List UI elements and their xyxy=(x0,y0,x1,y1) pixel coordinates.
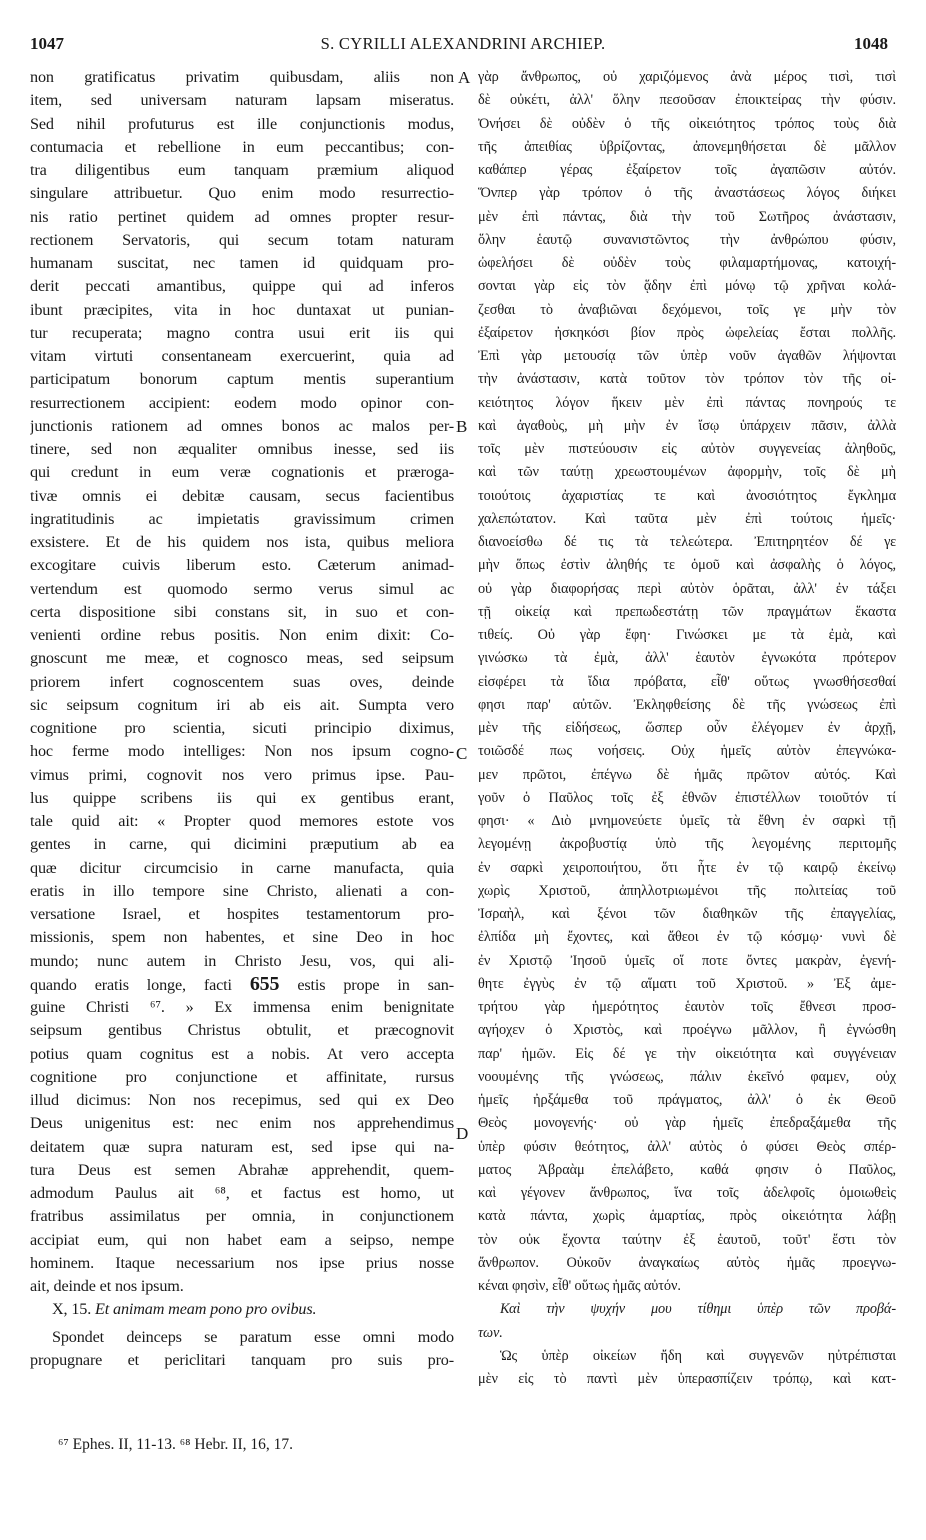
greek-line: καὶ ἀγαθοὺς, μὴ μὴν ἐν ἴσῳ ὑπάρχειν πᾶσιν, ἀλλὰ xyxy=(478,417,896,434)
greek-line: τῇ οἰκείᾳ καὶ πρεπωδεστάτῃ τῶν πραγμάτων ἕκαστα xyxy=(478,603,896,620)
greek-line: γὰρ ἄνθρωπος, οὐ χαριζόμενος ἀνὰ μέρος τισὶ, τισὶ xyxy=(478,69,896,85)
latin-line: ingratitudinis ac impietatis gravissimum crimen xyxy=(30,509,454,528)
greek-line: διανοείσθω δέ τις τὰ τελεώτερα. Ἐπιτηρητέον δέ γε xyxy=(478,534,896,550)
greek-line: Ἐπὶ γὰρ μετουσίᾳ τῶν ὑπὲρ νοῦν ἀγαθῶν λήψονται xyxy=(478,348,896,364)
greek-line: ματος Ἀβραὰμ ἐπελάβετο, καθά φησιν ὁ Παῦλος, xyxy=(478,1161,896,1178)
page-number-left: 1047 xyxy=(30,34,64,53)
greek-line: ἐξαίρετον ἠσκηκόσι βίον πρὸς ὠφελείας ἔσται πολλῆς. xyxy=(478,324,896,341)
latin-line: derit peccati amantibus, quippe qui ad inferos xyxy=(30,277,454,296)
greek-column xyxy=(478,66,896,1391)
greek-line: μὴν ὅπως ἐστὶν ἀληθής τε ὁμοῦ καὶ ἀσφαλὴς ὁ λόγος, xyxy=(478,557,896,574)
greek-line: τοιούτοις ἀχαριστίας τε καὶ ἀνοσιότητος ἔγκλημα xyxy=(478,487,896,504)
latin-line: sic seipsum cognitum iri ab eis ait. Sumpta vero xyxy=(30,695,454,714)
latin-line: tale quid ait: « Propter quod memores estote vos xyxy=(30,812,454,830)
latin-section-heading xyxy=(30,1298,454,1321)
latin-line: Sed nihil profuturus est ille conjunctionis modus, xyxy=(30,114,454,133)
greek-line: Ὡς ὑπὲρ οἰκείων ἤδη καὶ συγγενῶν ηὐτρέπισται xyxy=(500,1347,896,1364)
greek-line: αγήοχεν ὁ Χριστὸς, καὶ προέγνω μᾶλλον, ἢ ἐγνώσθη xyxy=(478,1022,896,1039)
page-number-right: 1048 xyxy=(854,34,888,53)
latin-line: admodum Paulus ait ⁶⁸, et factus est homo, ut xyxy=(30,1184,454,1202)
greek-line: ὅλην ἑαυτῷ συνανιστῶντος τὴν ἀνθρώπου φύσιν, xyxy=(478,231,896,248)
latin-line: vertendum est quomodo sermo verus simul ac xyxy=(30,579,454,598)
greek-line: παρ' ἡμῶν. Εἰς δέ γε τὴν οἰκειότητα καὶ συγγένειαν xyxy=(478,1045,896,1062)
latin-line: illud dicimus: Non nos recepimus, sed qui ex Deo xyxy=(30,1091,454,1109)
latin-line: Deus unigenitus est: nec enim nos apprehendimus xyxy=(30,1114,454,1133)
greek-section-heading: Καὶ τὴν ψυχήν μου τίθημι ὑπὲρ τῶν προβά- xyxy=(500,1301,896,1318)
footnotes: ⁶⁷ Ephes. II, 11-13. ⁶⁸ Hebr. II, 16, 17. xyxy=(58,1436,293,1453)
latin-line: excogitare cuivis liberum esto. Cæterum animad- xyxy=(30,556,454,575)
latin-line: nis ratio pertinet quidem ad omnes propter resur- xyxy=(30,207,454,226)
latin-line: tra diligentibus eum tanquam præmium aliquod xyxy=(30,161,454,179)
greek-line: εἰσφέρει τὰ ἴδια πρόβατα, εἶθ' οὕτως γνωσθήσεσθαί xyxy=(478,673,896,690)
greek-line: τρήτου γὰρ ἡμερότητος ἑαυτὸν τοῖς ἔθνεσι προσ- xyxy=(478,999,896,1015)
greek-line: νοουμένης τῆς γνώσεως, πάλιν ἐκεῖνό φαμεν, οὐχ xyxy=(478,1068,896,1085)
greek-line: μὲν ἐπὶ πάντας, διὰ τὴν τοῦ Σωτῆρος ἀνάστασιν, xyxy=(478,208,896,225)
latin-line: rectionem Servatoris, qui secum totam naturam xyxy=(30,230,454,249)
latin-line: tivæ omnis ei debitæ causam, secus facientibus xyxy=(30,486,454,505)
latin-line: gnoscunt me meæ, et cognosco meas, sed seipsum xyxy=(30,649,454,668)
greek-line: δὲ οὐκέτι, ἀλλ' ὅλην πεσοῦσαν ἐποικτείρας τὴν φύσιν. xyxy=(478,92,896,109)
latin-line: versatione Israel, et hospites testamentorum pro- xyxy=(30,905,454,923)
greek-line: καὶ τῶν ταύτῃ χρεωστουμένων ἀφορμὴν, τοῖς δὲ μὴ xyxy=(478,464,896,481)
greek-line: ἐν σαρκὶ χειροποιήτου, ὅτι ἦτε ἐν τῷ καιρῷ ἐκείνῳ xyxy=(478,859,896,876)
latin-line: resurrectionem accipient: eodem modo opinor con- xyxy=(30,393,454,412)
greek-line: μεν πρῶτοι, ἐπέγνω δὲ ἡμᾶς πρῶτον αὐτός. Καὶ xyxy=(478,766,896,783)
greek-line: ἄνθρωπον. Οὐκοῦν ἀναγκαίως αὐτὸς ἡμᾶς προεγνω- xyxy=(478,1254,896,1271)
latin-line xyxy=(30,973,454,996)
greek-line: τῆς ἀπειθίας ὑβρίζοντας, ἀπονεμηθήσεται δὲ μᾶλλον xyxy=(478,138,896,155)
latin-line: ibunt præcipites, vita in hoc duntaxat ut punian- xyxy=(30,300,454,319)
latin-line: cognitione pro scientia, sicuti principio diximus, xyxy=(30,719,454,737)
greek-line: ὑπὲρ φύσιν θεότητος, ἀλλ' αὐτὸς ὁ φύσει Θεὸς σπέρ- xyxy=(478,1138,896,1155)
latin-line: humanam suscitat, nec tamen id quidquam pro- xyxy=(30,254,454,272)
greek-line: ὠφελήσει δὲ οὐδὲν τοὺς φιλαμαρτήμονας, κατοιχή- xyxy=(478,255,896,271)
latin-line: propugnare et periclitari tanquam pro suis pro- xyxy=(30,1350,454,1369)
latin-line: priorem infert cognoscentem suas oves, deinde xyxy=(30,672,454,691)
latin-line: tinere, sed non æqualiter omnibus inesse, sed iis xyxy=(30,440,454,458)
greek-line: γινώσκω τὰ ἐμὰ, ἀλλ' ἑαυτὸν ἐγνωκότα πρότερον xyxy=(478,650,896,667)
greek-line: τοῖς μὲν πιστεύουσιν εἰς αὐτὸν συγγενείας ἀληθοῦς, xyxy=(478,441,896,457)
greek-line: οὐ γὰρ διαφορήσας περὶ αὐτὸν ὁρᾶται, ἀλλ' ἐν τάξει xyxy=(478,580,896,597)
greek-line: χαλεπώτατον. Καὶ ταῦτα μὲν ἐπὶ τούτοις ἡμεῖς· xyxy=(478,510,896,527)
latin-line: singulare attribuetur. Quo enim modo resurrectio- xyxy=(30,184,454,203)
latin-line: hoc ferme modo intelliges: Non nos ipsum cogno- xyxy=(30,742,454,761)
greek-line: καθάπερ γέρας ἐξαίρετον τοῖς ἀγαπῶσιν αὐτόν. xyxy=(478,162,896,178)
greek-line: ζεσθαι τὸ ἀναβιῶναι δεχόμενοι, τοῖς γε μὴν τὸν xyxy=(478,301,896,318)
latin-line: eratis in illo tempore sine Christo, alienati a con- xyxy=(30,881,454,900)
latin-line: guine Christi ⁶⁷. » Ex immensa enim benignitate xyxy=(30,998,454,1016)
latin-line: lus quippe scribens iis qui ex gentibus erant, xyxy=(30,788,454,807)
greek-line: θητε ἐγγὺς ἐν τῷ αἵματι τοῦ Χριστοῦ. » Ἐξ ἀμε- xyxy=(478,975,896,992)
greek-line: τὸν οὐκ ἔχοντα ταύτην ἐξ ἑαυτοῦ, τοῦτ' ἔστι τὸν xyxy=(478,1231,896,1248)
margin-marker-c: C xyxy=(456,744,468,763)
latin-line: fratribus assimilatus per omnia, in conjunctionem xyxy=(30,1207,454,1226)
greek-line: σονται γὰρ εἰς τὸν ᾅδην ἐπὶ μόνῳ τῷ χρῆναι κολά- xyxy=(478,278,896,295)
greek-line: κατὰ πάντα, χωρὶς ἁμαρτίας, πρὸς οἰκειότητα λάβῃ xyxy=(478,1208,896,1225)
running-title: S. CYRILLI ALEXANDRINI ARCHIEP. xyxy=(320,34,606,53)
greek-line: κειότητος λόγον ἥκειν μὲν ἐπὶ πάντας πονηρούς τε xyxy=(478,394,896,411)
latin-line: exsistere. Et de his quidem nos ista, quibus meliora xyxy=(30,533,454,551)
greek-line: κέναι φησὶν, εἶθ' οὕτως ἡμᾶς αὐτόν. xyxy=(478,1278,681,1294)
latin-line: junctionis rationem ad omnes bonos ac malos per- xyxy=(30,416,454,435)
greek-line: τοιῶσδέ πως νοήσεις. Οὐχ ἡμεῖς αὐτὸν ἐπεγνώκα- xyxy=(478,743,896,760)
greek-line: ἡμεῖς ἠρξάμεθα τοῦ πράγματος, ἀλλ' ὁ ἐκ Θεοῦ xyxy=(478,1092,896,1108)
greek-line: φησι· « Διὸ μνημονεύετε ὑμεῖς τὰ ἔθνη ἐν σαρκὶ τῇ xyxy=(478,813,896,829)
greek-line: Ἰσραὴλ, καὶ ξένοι τῶν διαθηκῶν τῆς ἐπαγγελίας, xyxy=(478,906,896,922)
latin-line: seipsum gentibus Christus obtulit, et præcognovit xyxy=(30,1021,454,1040)
latin-line: qui credunt in eum veræ cognationis et prærogа- xyxy=(30,463,454,482)
greek-line: ἐν Χριστῷ Ἰησοῦ ὑμεῖς οἵ ποτε ὄντες μακρὰν, ἐγενή- xyxy=(478,952,896,969)
latin-line: vimus primi, cognovit nos vero primus ipse. Pau- xyxy=(30,765,454,784)
margin-marker-a: A xyxy=(458,68,471,87)
greek-line: Ὀνήσει δὲ οὐδὲν ὁ τῆς οἰκειότητος τρόπος τοὺς διὰ xyxy=(478,115,896,132)
latin-line: cognitione pro conjunctione et affinitate, rursus xyxy=(30,1067,454,1086)
latin-line: tura Deus est semen Abrahæ apprehendit, quem- xyxy=(30,1160,454,1179)
latin-line: hominem. Itaque necessarium nos ipse prius nosse xyxy=(30,1253,454,1272)
margin-marker-d: D xyxy=(456,1124,469,1143)
greek-section-heading-cont: των. xyxy=(478,1324,503,1341)
latin-line: missionis, spem non habentes, et sine Deo in hoc xyxy=(30,928,454,947)
latin-line: tur recuperata; magno contra usui erit iis qui xyxy=(30,323,454,342)
latin-line: certa dispositione sibi constans sit, in suo et con- xyxy=(30,602,454,621)
latin-column xyxy=(30,66,454,1372)
greek-line: ἐλπίδα μὴ ἔχοντες, καὶ ἄθεοι ἐν τῷ κόσμῳ· νυνὶ δὲ xyxy=(478,929,896,946)
latin-line: deitatem quæ supra naturam est, sed ipse qui na- xyxy=(30,1137,454,1156)
latin-line: accipiat eum, qui non habet eam a seipso, nempe xyxy=(30,1230,454,1249)
latin-line-text: quando eratis longe, facti xyxy=(30,975,232,994)
latin-line: Spondet deinceps se paratum esse omni modo xyxy=(52,1327,454,1346)
column-number: 655 xyxy=(249,972,280,995)
latin-line: venienti ordine rebus positis. Non enim dixit: Co- xyxy=(30,626,454,644)
latin-line: participatum bonorum captum mentis superantium xyxy=(30,370,454,389)
greek-line: τιθείς. Οὐ γὰρ ἔφη· Γινώσκει με τὰ ἐμὰ, καὶ xyxy=(478,627,896,643)
greek-line: Ὅνπερ γὰρ τρόπον ὁ τῆς ἀναστάσεως λόγος διήκει xyxy=(478,185,896,202)
greek-line: μὲν εἰς τὸ παντὶ μὲν ὑπερασπίζειν τρόπῳ, καὶ κατ- xyxy=(478,1371,896,1387)
greek-line: γοῦν ὁ Παῦλος τοῖς ἐξ ἐθνῶν ἐπιστέλλων τοιοῦτόν τί xyxy=(478,789,896,806)
latin-line: ait, deinde et nos ipsum. xyxy=(30,1277,184,1295)
greek-line: χωρὶς Χριστοῦ, ἀπηλλοτριωμένοι τῆς πολιτείας τοῦ xyxy=(478,882,896,899)
latin-line: potius quam cognitus est a nobis. At vero accepta xyxy=(30,1044,454,1063)
greek-line: φησι παρ' αὐτῶν. Ἐκληφθείσης δὲ τῆς γνώσεως ἐπὶ xyxy=(478,696,896,713)
greek-line: καὶ γέγονεν ἄνθρωπος, ἵνα τοῖς ἀδελφοῖς ὁμοιωθεὶς xyxy=(478,1185,896,1201)
section-number: X, 15. xyxy=(52,1300,92,1319)
greek-line: Θεὸς μονογενής· οὐ γὰρ ἡμεῖς ἐπεδραξάμεθα τῆς xyxy=(478,1115,896,1132)
latin-line: vitam virtuti consentaneam exercuerint, quia ad xyxy=(30,347,454,365)
latin-line: mundo; nunc autem in Christo Jesu, vos, qui ali- xyxy=(30,951,454,970)
latin-line: contumacia et rebellione in eum peccantibus; con- xyxy=(30,137,454,156)
greek-line: λεγομένῃ ἀκροβυστίᾳ ὑπὸ τῆς λεγομένης περιτομῆς xyxy=(478,836,896,853)
latin-line: non gratificatus privatim quibusdam, aliis non xyxy=(30,68,454,86)
greek-line: μὲν τῆς εἰδήσεως, ὥσπερ οὖν ἐλέγομεν ἐν ἀρχῇ, xyxy=(478,720,896,736)
latin-line: item, sed universam naturam lapsam miseratus. xyxy=(30,91,454,110)
margin-marker-b: B xyxy=(456,417,468,436)
section-title: Et animam meam pono pro ovibus. xyxy=(95,1300,317,1319)
greek-line: τὴν ἀνάστασιν, κατὰ τοῦτον τὸν τρόπον τὸν τῆς οἰ- xyxy=(478,371,896,388)
latin-line: gentes in carne, qui dicimini præputium ab ea xyxy=(30,835,454,854)
latin-line-text: estis prope in san- xyxy=(297,975,454,994)
latin-line: quæ dicitur circumcisio in carne manufacta, quia xyxy=(30,858,454,877)
